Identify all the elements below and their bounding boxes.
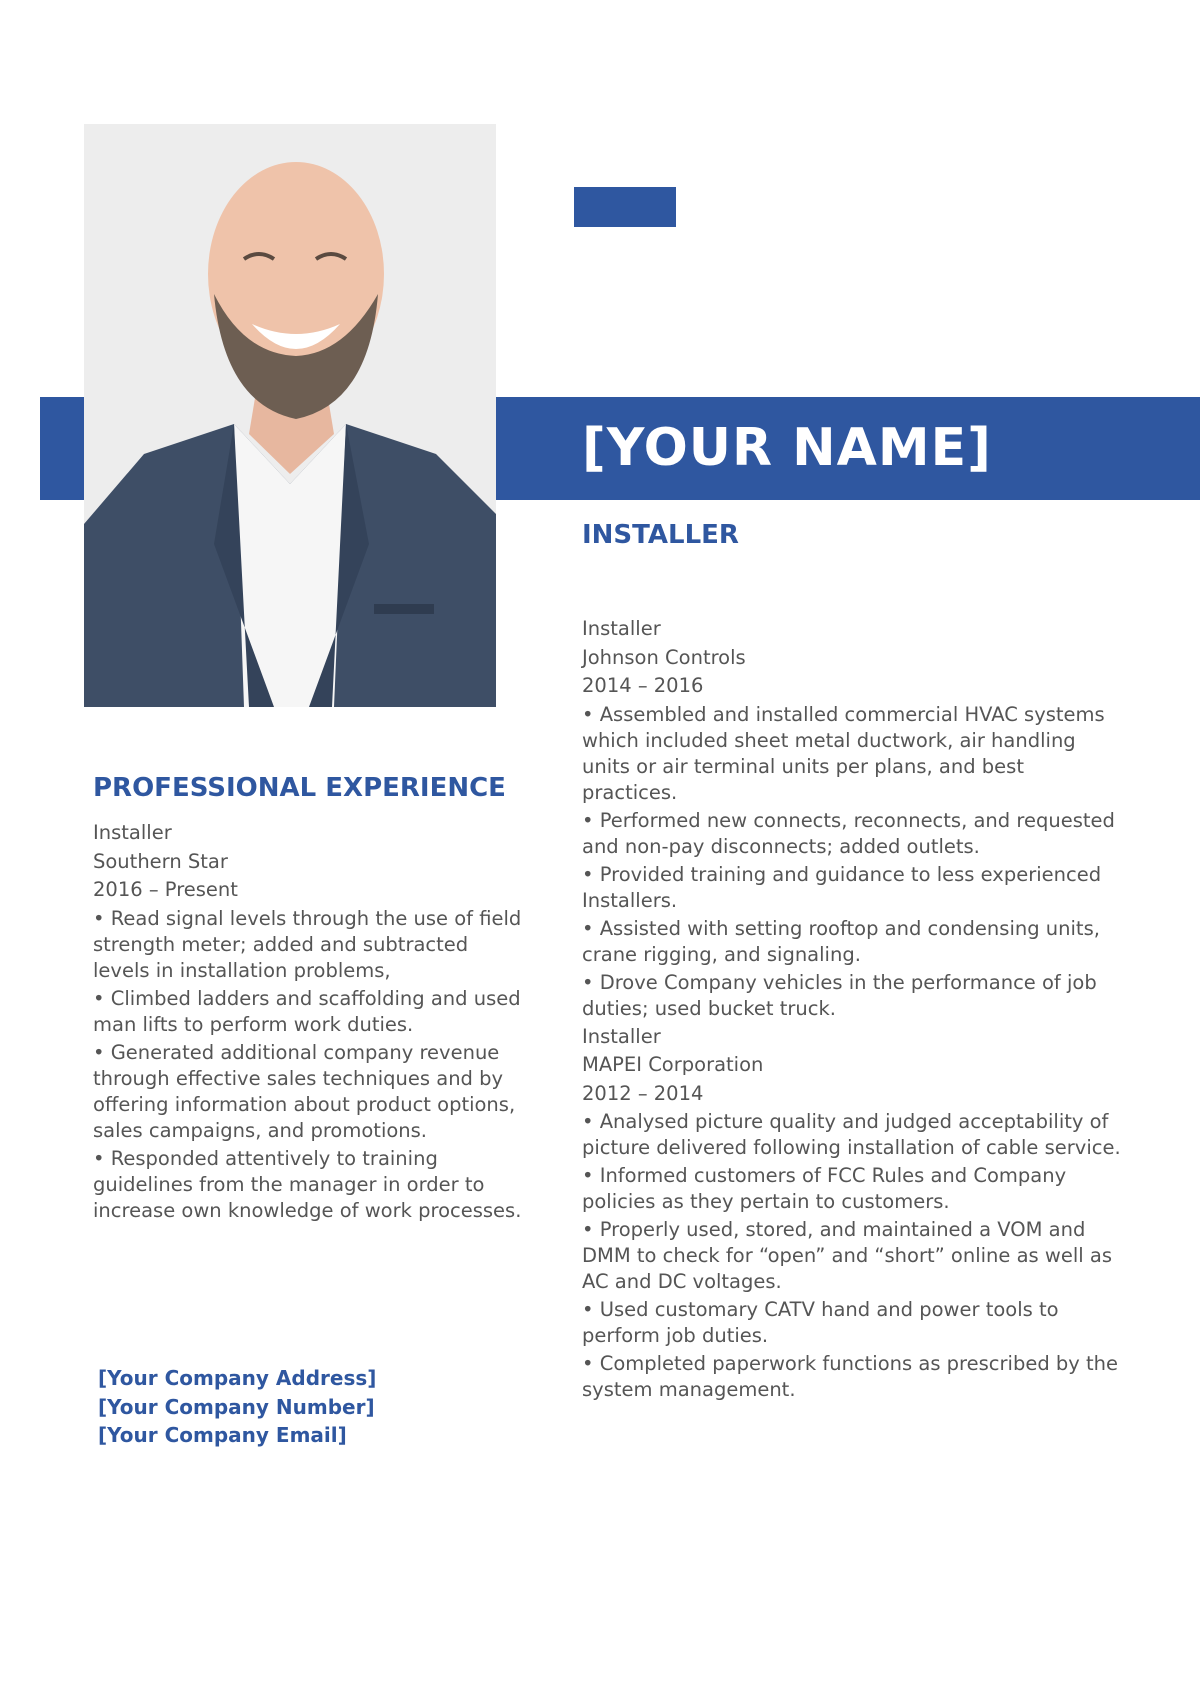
job-bullet: • Assisted with setting rooftop and condensing units, crane rigging, and signaling. (582, 916, 1100, 966)
job-bullet: • Properly used, stored, and maintained a VOM and DMM to check for “open” and “short” online as well as AC and DC voltages. (582, 1218, 1112, 1293)
job-bullet: • Provided training and guidance to less experienced Installers. (582, 862, 1102, 912)
job-bullet: • Completed paperwork functions as prescribed by the system management. (582, 1352, 1119, 1401)
contact-number: [Your Company Number] (98, 1394, 375, 1419)
job-bullet: • Generated additional company revenue through effective sales techniques and by offering information about product options, sales campaigns, and promotions. (93, 1040, 516, 1142)
job-title: INSTALLER (582, 520, 739, 550)
experience-right-column (582, 616, 1122, 1405)
job-bullet: • Climbed ladders and scaffolding and used man lifts to perform work duties. (93, 986, 521, 1036)
contact-email: [Your Company Email] (98, 1423, 347, 1447)
job-bullet: • Performed new connects, reconnects, and requested and non-pay disconnects; added outlets. (582, 808, 1115, 858)
contact-address: [Your Company Address] (98, 1366, 377, 1390)
name-band-left (40, 397, 84, 500)
experience-heading: PROFESSIONAL EXPERIENCE (93, 773, 506, 803)
job-title-line: Installer (582, 617, 661, 640)
profile-photo (84, 124, 496, 707)
job-entry (582, 1024, 1122, 1404)
job-bullet: • Drove Company vehicles in the performance of job duties; used bucket truck. (582, 970, 1097, 1020)
job-period: 2014 – 2016 (582, 674, 704, 697)
candidate-name: [YOUR NAME] (582, 418, 992, 478)
experience-left-column (93, 820, 525, 1226)
job-company: Johnson Controls (582, 645, 746, 669)
job-period: 2012 – 2014 (582, 1081, 704, 1105)
accent-bar-small (574, 187, 676, 227)
job-bullet: • Responded attentively to training guidelines from the manager in order to increase own knowledge of work processes. (93, 1146, 522, 1222)
job-entry (582, 616, 1122, 1022)
job-bullet: • Assembled and installed commercial HVAC systems which included sheet metal ductwork, air handling units or air terminal units per plans, and best practices. (582, 702, 1105, 804)
job-company: Southern Star (93, 849, 228, 873)
job-title-line: Installer (93, 821, 172, 844)
contact-block (98, 1364, 376, 1450)
job-bullet: • Informed customers of FCC Rules and Company policies as they pertain to customers. (582, 1164, 1067, 1213)
job-entry (93, 820, 525, 1224)
job-bullet: • Read signal levels through the use of field strength meter; added and subtracted levels in installation problems, (93, 906, 522, 982)
job-company: MAPEI Corporation (582, 1053, 764, 1076)
job-period: 2016 – Present (93, 878, 238, 901)
job-bullet: • Used customary CATV hand and power tools to perform job duties. (582, 1298, 1059, 1347)
job-bullet: • Analysed picture quality and judged acceptability of picture delivered following installation of cable service. (582, 1110, 1121, 1159)
job-title-line: Installer (582, 1024, 661, 1048)
